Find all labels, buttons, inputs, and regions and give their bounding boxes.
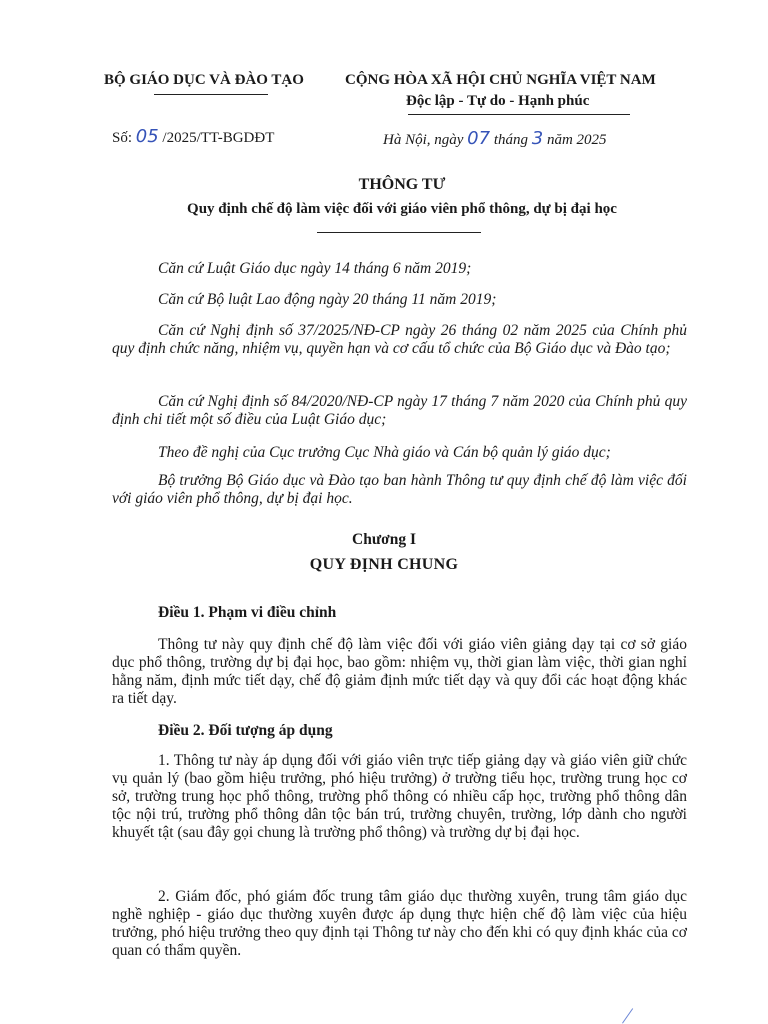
preamble-line: Bộ trưởng Bộ Giáo dục và Đào tạo ban hành Thông tư quy định chế độ làm việc đối với giáo viên phổ thông, dự bị đại học. xyxy=(112,472,687,507)
place-date xyxy=(383,128,607,149)
document-number xyxy=(112,126,274,147)
preamble-line: Căn cứ Nghị định số 84/2020/NĐ-CP ngày 17 tháng 7 năm 2020 của Chính phủ quy định chi tiết một số điều của Luật Giáo dục; xyxy=(112,393,687,428)
pen-mark xyxy=(614,1002,633,1023)
document-subject: Quy định chế độ làm việc đối với giáo viên phổ thông, dự bị đại học xyxy=(187,201,617,217)
number-handwritten: 05 xyxy=(135,126,159,147)
day-handwritten: 07 xyxy=(467,128,491,149)
ministry-name: BỘ GIÁO DỤC VÀ ĐÀO TẠO xyxy=(104,72,304,88)
motto-underline xyxy=(408,114,630,115)
preamble-line: Căn cứ Luật Giáo dục ngày 14 tháng 6 năm 2019; xyxy=(158,260,472,277)
number-prefix: Số: xyxy=(112,130,133,146)
chapter-number: Chương I xyxy=(352,531,416,548)
month-word: tháng xyxy=(493,132,528,148)
number-suffix: /2025/TT-BGDĐT xyxy=(162,130,275,146)
year-text: năm 2025 xyxy=(546,132,607,148)
article-1-text: Thông tư này quy định chế độ làm việc đối với giáo viên giảng dạy tại cơ sở giáo dục phổ thông, trường dự bị đại học, bao gồm: nhiệm vụ, thời gian làm việc, thời gian nghỉ hằng năm, định mức tiết dạy, chế độ giảm định mức tiết dạy và quy đổi các hoạt động khác ra tiết dạy. xyxy=(112,636,687,707)
document-type: THÔNG TƯ xyxy=(358,176,446,193)
chapter-name: QUY ĐỊNH CHUNG xyxy=(309,556,459,573)
article-1-heading: Điều 1. Phạm vi điều chỉnh xyxy=(158,604,337,621)
country-name: CỘNG HÒA XÃ HỘI CHỦ NGHĨA VIỆT NAM xyxy=(345,72,656,88)
title-underline xyxy=(317,232,481,233)
month-handwritten: 3 xyxy=(531,128,544,149)
preamble-line: Theo đề nghị của Cục trưởng Cục Nhà giáo và Cán bộ quản lý giáo dục; xyxy=(158,444,611,461)
article-2-heading: Điều 2. Đối tượng áp dụng xyxy=(158,722,333,739)
article-2-clause-2: 2. Giám đốc, phó giám đốc trung tâm giáo dục thường xuyên, trung tâm giáo dục nghề nghiệp - giáo dục thường xuyên được áp dụng thực hiện chế độ làm việc của hiệu trưởng, phó hiệu trưởng theo quy định tại Thông tư này cho đến khi có quy định khác của cơ quan có thẩm quyền. xyxy=(112,888,687,959)
ministry-underline xyxy=(154,94,268,95)
preamble-line: Căn cứ Nghị định số 37/2025/NĐ-CP ngày 26 tháng 02 năm 2025 của Chính phủ quy định chức năng, nhiệm vụ, quyền hạn và cơ cấu tổ chức của Bộ Giáo dục và Đào tạo; xyxy=(112,322,687,357)
article-2-clause-1: 1. Thông tư này áp dụng đối với giáo viên trực tiếp giảng dạy và giáo viên giữ chức vụ quản lý (bao gồm hiệu trưởng, phó hiệu trưởng) ở trường tiểu học, trường trung học cơ sở, trường trung học phổ thông, trường phổ thông có nhiều cấp học, trường phổ thông dân tộc nội trú, trường phổ thông dân tộc bán trú, trường chuyên, trường, lớp dành cho người khuyết tật (sau đây gọi chung là trường phổ thông) và trường dự bị đại học. xyxy=(112,752,687,841)
place-prefix: Hà Nội, ngày xyxy=(383,132,464,148)
preamble-line: Căn cứ Bộ luật Lao động ngày 20 tháng 11 năm 2019; xyxy=(158,291,497,308)
national-motto: Độc lập - Tự do - Hạnh phúc xyxy=(406,93,590,109)
